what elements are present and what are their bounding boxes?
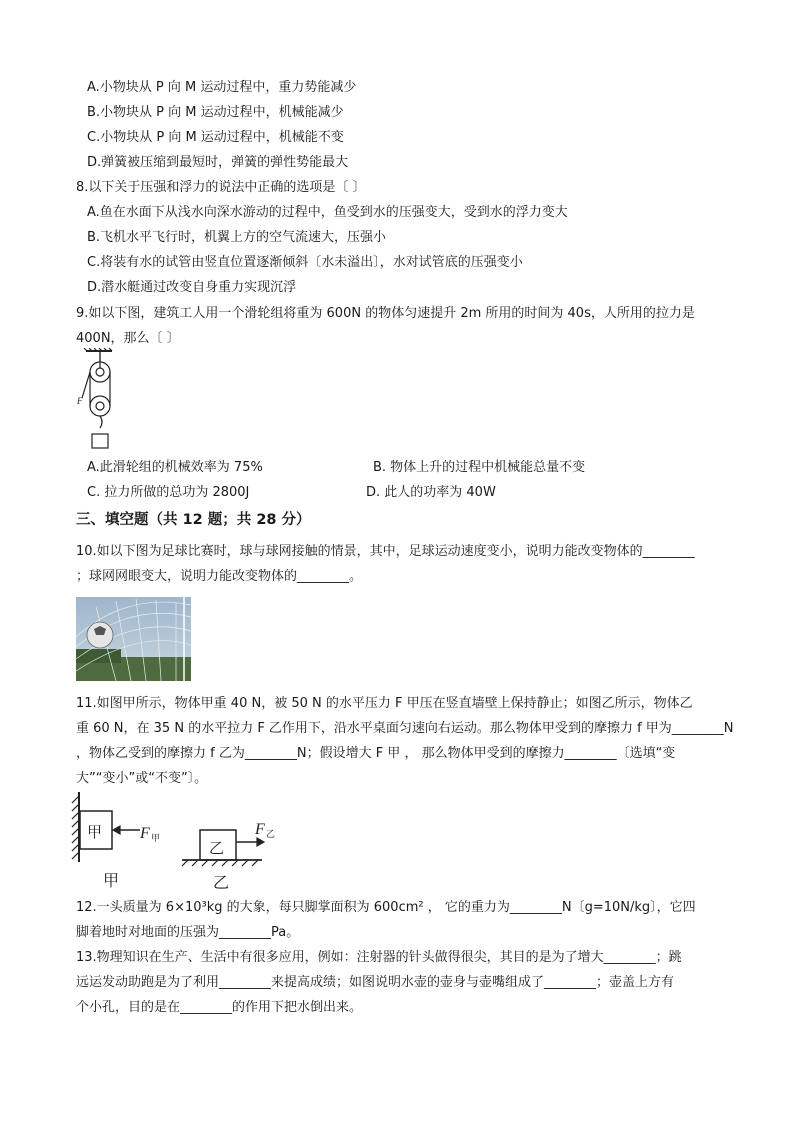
q7-option-d: D.弹簧被压缩到最短时，弹簧的弹性势能最大: [87, 155, 349, 170]
q9-option-a: A.此滑轮组的机械效率为 75%: [87, 460, 263, 475]
q9-option-b: B. 物体上升的过程中机械能总量不变: [373, 460, 586, 475]
q7-option-a: A.小物块从 P 向 M 运动过程中，重力势能减少: [87, 80, 357, 95]
force-yi-subscript: 乙: [266, 830, 276, 840]
caption-jia: 甲: [103, 871, 120, 890]
q9-stem-line2: 400N，那么〔 〕: [76, 331, 180, 346]
q13-line3: 个小孔，目的是在________的作用下把水倒出来。: [76, 1000, 363, 1015]
force-yi-label: F: [255, 821, 265, 838]
soccer-net-photo: [76, 597, 191, 681]
q9-option-d: D. 此人的功率为 40W: [366, 485, 496, 500]
section-3-title: 三、填空题（共 12 题；共 28 分）: [76, 512, 311, 528]
q9-stem-line1: 9.如以下图，建筑工人用一个滑轮组将重为 600N 的物体匀速提升 2m 所用的时间为 40s，人所用的拉力是: [76, 306, 695, 321]
q13-line1: 13.物理知识在生产、生活中有很多应用，例如：注射器的针头做得很尖，其目的是为了增大________；跳: [76, 950, 682, 965]
q11-line2: 重 60 N，在 35 N 的水平拉力 F 乙作用下，沿水平桌面匀速向右运动。那么物体甲受到的摩擦力 f 甲为________N: [76, 721, 734, 736]
q7-option-b: B.小物块从 P 向 M 运动过程中，机械能减少: [87, 105, 344, 120]
q11-line4: 大”“变小”或“不变”〕。: [76, 771, 208, 786]
pulley-force-label: F: [77, 396, 83, 406]
caption-yi: 乙: [213, 873, 230, 892]
q8-option-a: A.鱼在水面下从浅水向深水游动的过程中，鱼受到水的压强变大，受到水的浮力变大: [87, 205, 568, 220]
friction-figure: [70, 790, 290, 892]
q8-option-b: B.飞机水平飞行时，机翼上方的空气流速大，压强小: [87, 230, 387, 245]
q10-line1: 10.如以下图为足球比赛时，球与球网接触的情景，其中，足球运动速度变小，说明力能改变物体的________: [76, 544, 695, 559]
q9-option-c: C. 拉力所做的总功为 2800J: [87, 485, 250, 500]
box-yi-label: 乙: [209, 839, 225, 857]
pulley-system-figure: [72, 348, 142, 454]
force-jia-label: F: [140, 825, 150, 842]
q11-line3: ，物体乙受到的摩擦力 f 乙为________N；假设增大 F 甲 ， 那么物体甲受到的摩擦力________〔选填“变: [76, 746, 676, 761]
q11-line1: 11.如图甲所示，物体甲重 40 N，被 50 N 的水平压力 F 甲压在竖直墙壁上保持静止；如图乙所示，物体乙: [76, 696, 693, 711]
q8-option-c: C.将装有水的试管由竖直位置逐渐倾斜〔水未溢出〕，水对试管底的压强变小: [87, 255, 523, 270]
q8-option-d: D.潜水艇通过改变自身重力实现沉浮: [87, 280, 297, 295]
q12-line1: 12.一头质量为 6×10³kg 的大象，每只脚掌面积为 600cm² ， 它的重力为________N〔g=10N/kg〕，它四: [76, 900, 696, 915]
q12-line2: 脚着地时对地面的压强为________Pa。: [76, 925, 300, 940]
q13-line2: 远运发动助跑是为了利用________来提高成绩；如图说明水壶的壶身与壶嘴组成了________；壶盖上方有: [76, 975, 675, 990]
q8-stem: 8.以下关于压强和浮力的说法中正确的选项是〔 〕: [76, 180, 366, 195]
q10-line2: ；球网网眼变大，说明力能改变物体的________。: [76, 569, 363, 584]
q7-option-c: C.小物块从 P 向 M 运动过程中，机械能不变: [87, 130, 344, 145]
box-jia-label: 甲: [87, 823, 103, 841]
force-jia-subscript: 甲: [151, 834, 161, 844]
